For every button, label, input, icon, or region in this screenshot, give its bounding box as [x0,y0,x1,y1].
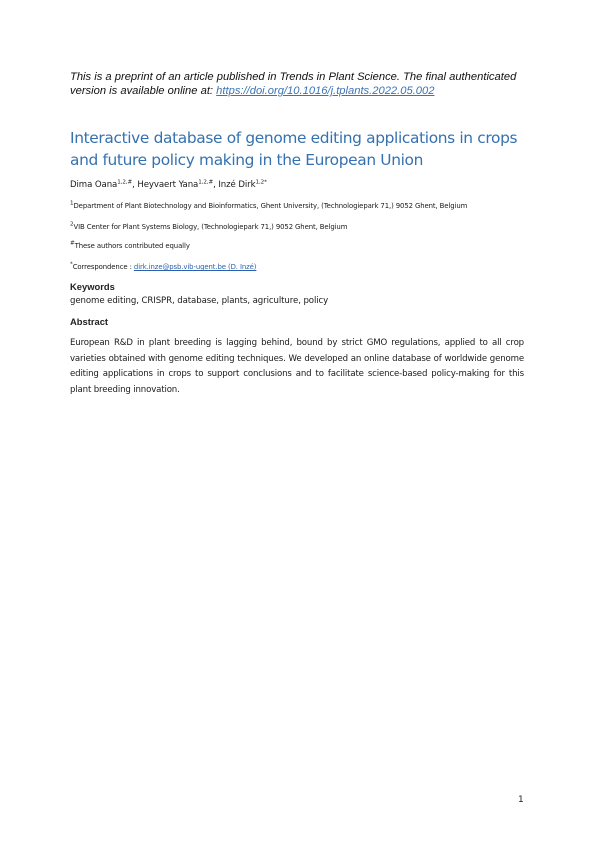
affiliation-1 [70,201,540,211]
paper-title: Interactive database of genome editing applications in crops and future policy making in the European Union [70,129,518,169]
author-affiliation-marker: 1,2,# [198,179,214,186]
affiliation-text: These authors contributed equally [74,242,190,250]
affiliation-text: Department of Plant Biotechnology and Bioinformatics, Ghent University, (Technologiepark 71,) 9052 Ghent, Belgium [73,202,468,210]
equal-contribution-note [70,241,540,251]
affiliation-marker: 1 [70,200,74,207]
author-affiliation-marker: 1,2* [255,179,267,186]
affiliation-marker: 2 [70,221,74,228]
preprint-notice [70,70,530,98]
correspondence-marker: * [70,261,73,268]
doi-link[interactable]: https://doi.org/10.1016/j.tplants.2022.05.002 [216,85,435,97]
author-affiliation-marker: 1,2,# [117,179,133,186]
affiliation-marker: # [70,240,75,247]
abstract-heading: Abstract [70,316,109,327]
author-name: Heyvaert Yana [137,180,199,190]
author-separator: , [213,180,219,190]
preprint-notice-text: This is a preprint of an article published in Trends in Plant Science. The final authenticated version is available online at: [70,71,517,97]
page-number: 1 [518,795,524,805]
author-name: Dima Oana [70,180,118,190]
abstract-text: European R&D in plant breeding is lagging behind, bound by strict GMO regulations, applied to all crop varieties obtained with genome editing techniques. We developed an online database of worldwide genome editing applications in crops to support conclusions and to facilitate science-based policy-making for this plant breeding innovation. [70,338,524,395]
affiliation-2 [70,222,540,232]
correspondence-label: Correspondence : [72,263,134,271]
keywords-text: genome editing, CRISPR, database, plants, agriculture, policy [70,296,329,306]
correspondence-email-link[interactable]: dirk.inze@psb.vib-ugent.be [133,263,226,271]
correspondence-name-link[interactable]: (D. Inzé) [225,263,257,271]
author-name: Inzé Dirk [218,180,256,190]
author-separator: , [132,180,138,190]
correspondence [70,262,540,272]
keywords-heading: Keywords [70,281,115,292]
author-list [70,179,267,191]
affiliation-text: VIB Center for Plant Systems Biology, (Technologiepark 71,) 9052 Ghent, Belgium [73,223,348,231]
